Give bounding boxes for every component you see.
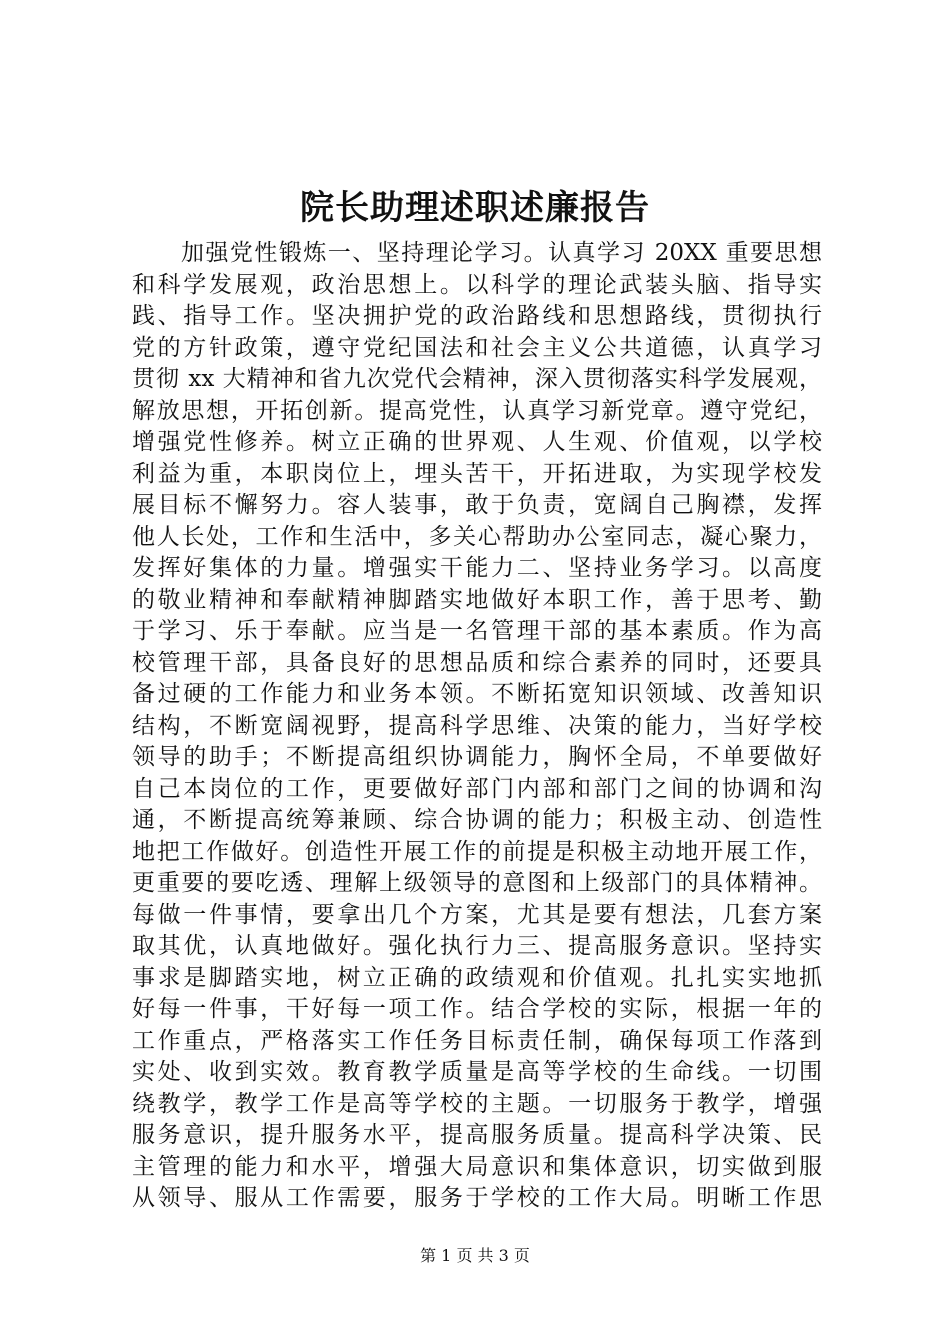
body-text-line: 更重要的要吃透、理解上级领导的意图和上级部门的具体精神。 — [132, 870, 822, 896]
body-text-line: 的敬业精神和奉献精神脚踏实地做好本职工作，善于思考、勤 — [132, 586, 822, 613]
body-text-line: 通，不断提高统筹兼顾、综合协调的能力；积极主动、创造性 — [132, 807, 822, 833]
document-title: 院长助理述职述廉报告 — [300, 188, 650, 228]
body-text-line: 于学习、乐于奉献。应当是一名管理干部的基本素质。作为高 — [132, 618, 822, 644]
body-text-line: 实处、收到实效。教育教学质量是高等学校的生命线。一切围 — [132, 1059, 822, 1085]
body-text-line: 服务意识，提升服务水平，提高服务质量。提高科学决策、民 — [132, 1122, 822, 1148]
body-text-line: 党的方针政策，遵守党纪国法和社会主义公共道德，认真学习 — [132, 334, 822, 361]
body-text-line: 利益为重，本职岗位上，埋头苦干，开拓进取，为实现学校发 — [132, 460, 822, 487]
body-text-line: 校管理干部，具备良好的思想品质和综合素养的同时，还要具 — [132, 649, 822, 676]
body-text-line: 好每一件事，干好每一项工作。结合学校的实际，根据一年的 — [132, 996, 822, 1022]
body-text-line: 展目标不懈努力。容人装事，敢于负责，宽阔自己胸襟，发挥 — [132, 492, 822, 518]
body-text-line: 自己本岗位的工作，更要做好部门内部和部门之间的协调和沟 — [132, 775, 822, 802]
body-text-line: 解放思想，开拓创新。提高党性，认真学习新党章。遵守党纪， — [132, 397, 822, 424]
body-text-line: 增强党性修养。树立正确的世界观、人生观、价值观，以学校 — [132, 429, 822, 455]
body-text-line: 工作重点，严格落实工作任务目标责任制，确保每项工作落到 — [132, 1027, 822, 1054]
document-body — [132, 238, 822, 1215]
body-text-line: 结构，不断宽阔视野，提高科学思维、决策的能力，当好学校 — [132, 712, 822, 739]
body-text-line: 从领导、服从工作需要，服务于学校的工作大局。明晰工作思 — [132, 1185, 822, 1211]
body-text-line: 备过硬的工作能力和业务本领。不断拓宽知识领域、改善知识 — [132, 681, 822, 707]
body-text-line: 领导的助手；不断提高组织协调能力，胸怀全局，不单要做好 — [132, 744, 822, 770]
body-text-line: 主管理的能力和水平，增强大局意识和集体意识，切实做到服 — [132, 1153, 822, 1180]
body-text-line: 和科学发展观，政治思想上。以科学的理论武装头脑、指导实 — [132, 271, 822, 298]
body-text-line: 取其优，认真地做好。强化执行力三、提高服务意识。坚持实 — [132, 933, 822, 959]
page-number-footer: 第 1 页 共 3 页 — [420, 1246, 530, 1265]
body-text-line: 发挥好集体的力量。增强实干能力二、坚持业务学习。以高度 — [132, 555, 822, 581]
body-text-line: 绕教学，教学工作是高等学校的主题。一切服务于教学，增强 — [132, 1090, 822, 1117]
body-text-line: 贯彻 xx 大精神和省九次党代会精神，深入贯彻落实科学发展观， — [132, 366, 822, 392]
body-text-line: 地把工作做好。创造性开展工作的前提是积极主动地开展工作， — [132, 838, 822, 865]
body-text-line: 每做一件事情，要拿出几个方案，尤其是要有想法，几套方案 — [132, 901, 822, 928]
body-text-line: 践、指导工作。坚决拥护党的政治路线和思想路线，贯彻执行 — [132, 303, 822, 329]
body-text-line: 他人长处，工作和生活中，多关心帮助办公室同志，凝心聚力， — [132, 523, 822, 550]
body-text-line: 加强党性锻炼一、坚持理论学习。认真学习 20XX 重要思想 — [132, 240, 822, 266]
body-text-line: 事求是脚踏实地，树立正确的政绩观和价值观。扎扎实实地抓 — [132, 964, 822, 991]
